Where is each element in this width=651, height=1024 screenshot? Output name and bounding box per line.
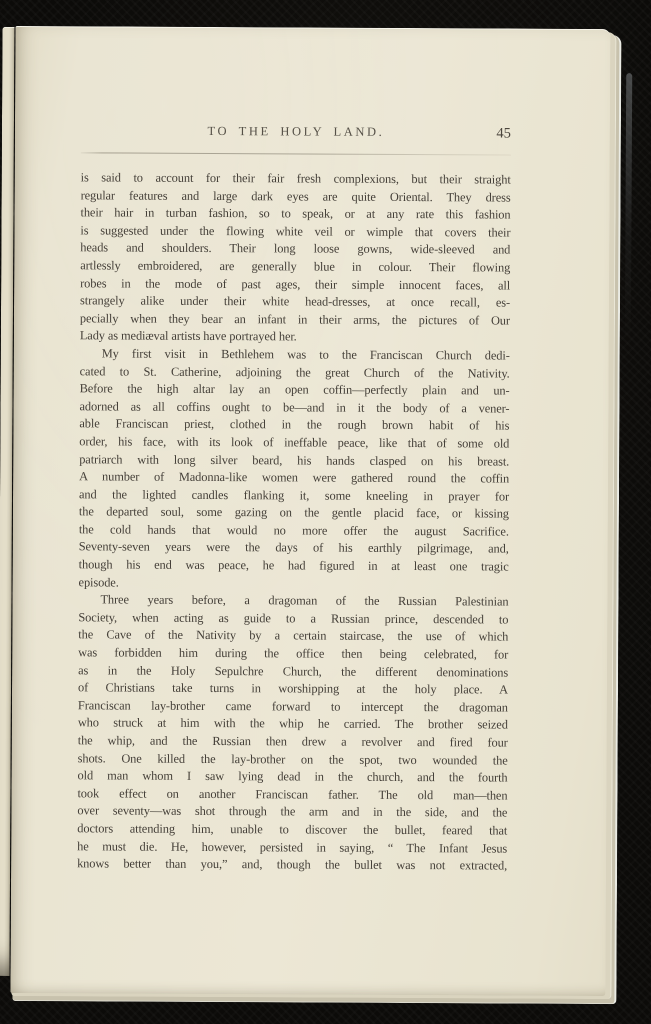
text-line: Society, when acting as guide to a Russian prince, descended to [78,610,509,627]
header-rule [81,152,511,155]
text-line: as in the Holy Sepulchre Church, the different denominations [78,662,509,680]
text-line: strangely alike under their white head-dresses, at once recall, es- [80,293,511,310]
text-line: was forbidden him during the office then being celebrated, for [78,645,509,662]
text-line: Seventy-seven years were the days of his earthly pilgrimage, and, [78,539,509,557]
page-content [77,27,511,873]
text-line: the whip, and the Russian then drew a revolver and fired four [77,733,508,750]
text-line: old man whom I saw lying dead in the church, and the fourth [77,768,508,785]
text-line: knows better than you,” and, though the bullet was not extracted, [77,856,508,873]
text-line: the departed soul, some gazing on the gentle placid face, or kissing [78,504,509,521]
text-line: My first visit in Bethlehem was to the Franciscan Church dedi- [101,346,510,363]
text-line: of Christians take turns in worshipping at the holy place. A [77,680,509,697]
text-line: Franciscan lay-brother came forward to intercept the dragoman [77,698,508,715]
text-line: is suggested under the flowing white veil or wimple that covers their [80,223,511,240]
text-line: Lady as mediæval artists have portrayed her. [79,328,297,344]
text-line: patriarch with long silver beard, his hands clasped on his breast. [79,451,510,469]
text-line: who struck at him with the whip he carried. The brother seized [77,715,508,732]
page-number: 45 [496,125,511,142]
text-line: episode. [78,574,119,590]
text-line: shots. One killed the lay-brother on the spot, two wounded the [77,750,508,768]
text-line: cated to St. Catherine, adjoining the great Church of the Nativity. [79,363,510,381]
text-line: Three years before, a dragoman of the Russian Palestinian [100,592,509,609]
text-line: A number of Madonna-like women were gathered round the coffin [79,469,510,486]
text-line: the cold hands that would no more offer the august Sacrifice. [78,522,509,539]
text-line: regular features and large dark eyes are quite Oriental. They dress [80,187,511,205]
text-line: their hair in turban fashion, so to speak, or at any rate this fashion [80,205,511,222]
text-line: he must die. He, however, persisted in saying, “ The Infant Jesus [77,838,508,856]
text-line: is said to account for their fair fresh complexions, but their straight [80,170,511,187]
book-cover-edge [625,73,632,343]
text-line: over seventy—was shot through the arm and in the side, and the [77,803,508,820]
text-line: doctors attending him, unable to discover the bullet, feared that [77,821,508,838]
text-line: order, his face, with its look of ineffable peace, like that of some old [79,434,510,451]
text-line: able Franciscan priest, clothed in the rough brown habit of his [79,416,510,433]
text-line: though his end was peace, he had figured in at least one tragic [78,557,509,574]
text-line: and the lighted candles flanking it, some kneeling in prayer for [78,486,510,504]
text-line: robes in the mode of past ages, their simple innocent faces, all [80,275,511,293]
body-text [77,169,511,875]
text-line: artlessly embroidered, are generally blue in colour. Their flowing [80,258,511,275]
text-line: took effect on another Franciscan father. The old man—then [77,786,508,803]
text-line: pecially when they bear an infant in their arms, the pictures of Our [79,311,510,328]
text-line: the Cave of the Nativity by a certain staircase, the use of which [78,627,509,644]
running-title: TO THE HOLY LAND. [207,123,385,139]
page-header [81,123,511,143]
text-line: heads and shoulders. Their long loose gowns, wide-sleeved and [80,240,511,257]
book-page [10,26,610,996]
text-line: Before the high altar lay an open coffin—perfectly plain and un- [79,381,510,398]
text-line: adorned as all coffins ought to be—and in it the body of a vener- [79,399,510,416]
